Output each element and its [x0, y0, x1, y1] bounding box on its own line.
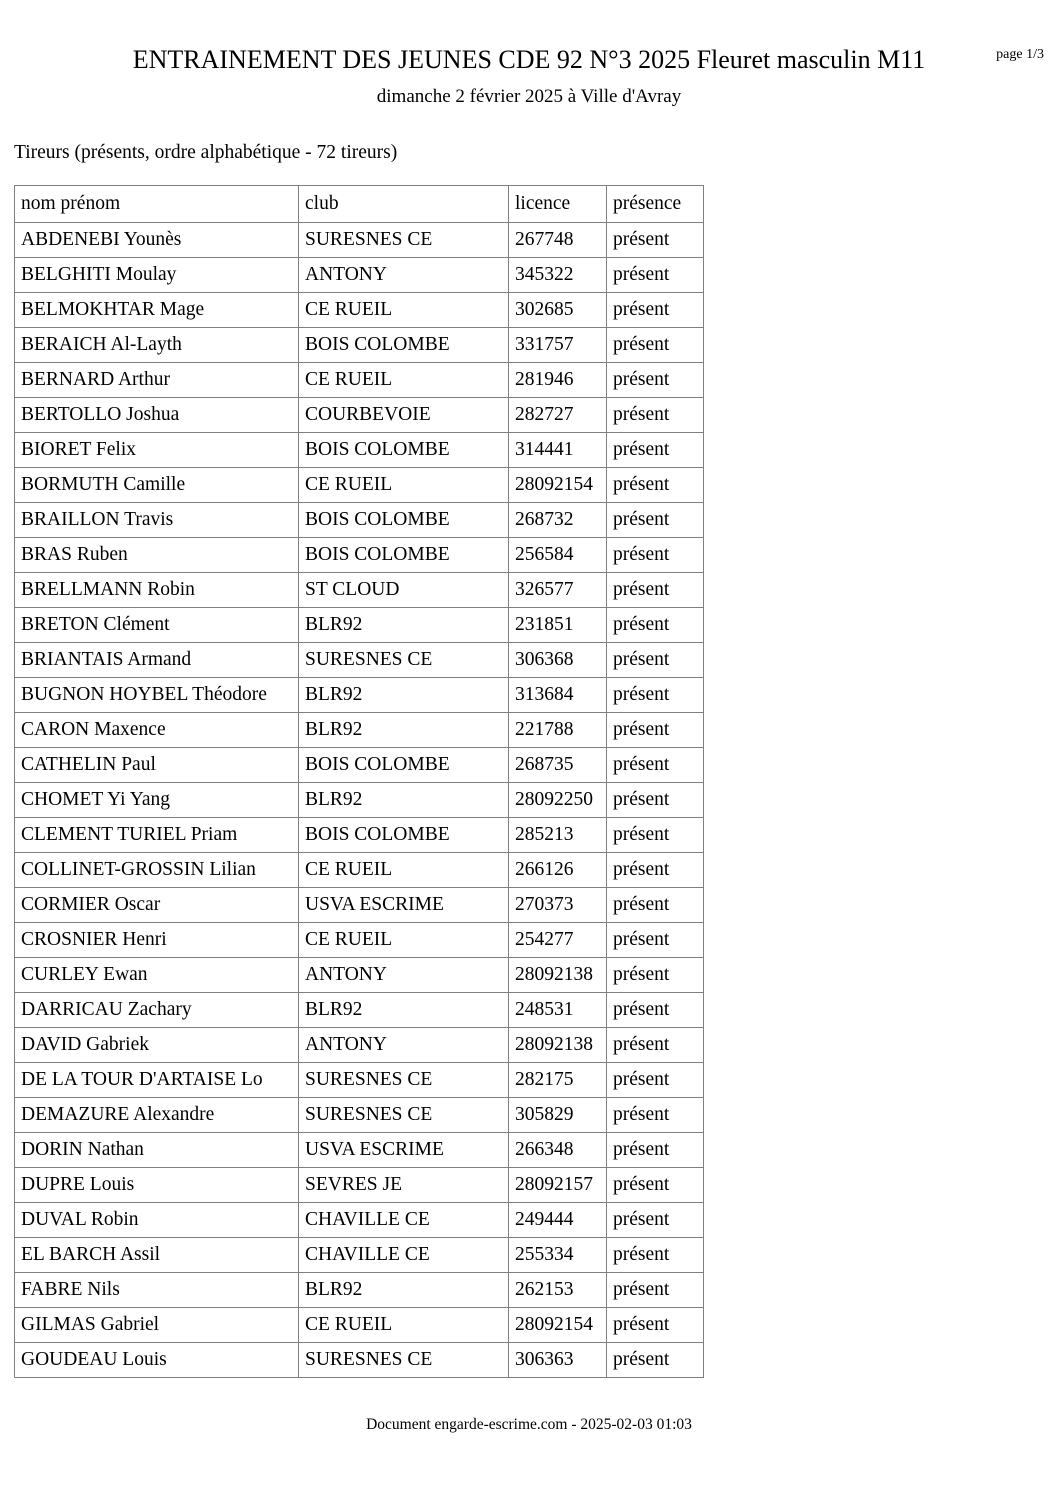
table-row	[15, 643, 704, 678]
cell-presence: présent	[607, 258, 704, 293]
table-row	[15, 853, 704, 888]
cell-name: BELGHITI Moulay	[15, 258, 299, 293]
cell-club: BLR92	[299, 1273, 509, 1308]
cell-club: BLR92	[299, 783, 509, 818]
cell-name: DARRICAU Zachary	[15, 993, 299, 1028]
cell-name: CROSNIER Henri	[15, 923, 299, 958]
table-row	[15, 678, 704, 713]
cell-licence: 28092157	[509, 1168, 607, 1203]
cell-club: CE RUEIL	[299, 853, 509, 888]
cell-club: BLR92	[299, 993, 509, 1028]
cell-presence: présent	[607, 328, 704, 363]
cell-licence: 249444	[509, 1203, 607, 1238]
cell-presence: présent	[607, 643, 704, 678]
cell-licence: 345322	[509, 258, 607, 293]
table-row	[15, 748, 704, 783]
cell-name: DUVAL Robin	[15, 1203, 299, 1238]
cell-presence: présent	[607, 958, 704, 993]
cell-club: BOIS COLOMBE	[299, 433, 509, 468]
cell-licence: 28092154	[509, 1308, 607, 1343]
footer-text: Document engarde-escrime.com - 2025-02-03 01:03	[366, 1416, 692, 1433]
page-title: ENTRAINEMENT DES JEUNES CDE 92 N°3 2025 Fleuret masculin M11	[132, 45, 926, 74]
cell-licence: 270373	[509, 888, 607, 923]
table-row	[15, 1343, 704, 1378]
cell-presence: présent	[607, 503, 704, 538]
table-row	[15, 258, 704, 293]
table-row	[15, 503, 704, 538]
table-row	[15, 538, 704, 573]
cell-club: BOIS COLOMBE	[299, 748, 509, 783]
cell-presence: présent	[607, 398, 704, 433]
cell-club: CE RUEIL	[299, 363, 509, 398]
cell-licence: 268735	[509, 748, 607, 783]
cell-licence: 314441	[509, 433, 607, 468]
cell-club: ANTONY	[299, 1028, 509, 1063]
cell-name: DORIN Nathan	[15, 1133, 299, 1168]
cell-name: BUGNON HOYBEL Théodore	[15, 678, 299, 713]
cell-presence: présent	[607, 1098, 704, 1133]
cell-licence: 302685	[509, 293, 607, 328]
table-row	[15, 223, 704, 258]
cell-club: CE RUEIL	[299, 1308, 509, 1343]
cell-name: BELMOKHTAR Mage	[15, 293, 299, 328]
cell-club: CHAVILLE CE	[299, 1238, 509, 1273]
cell-club: SURESNES CE	[299, 643, 509, 678]
cell-presence: présent	[607, 608, 704, 643]
cell-presence: présent	[607, 223, 704, 258]
cell-name: BIORET Felix	[15, 433, 299, 468]
cell-licence: 266348	[509, 1133, 607, 1168]
cell-licence: 266126	[509, 853, 607, 888]
cell-name: EL BARCH Assil	[15, 1238, 299, 1273]
cell-presence: présent	[607, 468, 704, 503]
cell-presence: présent	[607, 1308, 704, 1343]
cell-club: BOIS COLOMBE	[299, 503, 509, 538]
cell-name: CLEMENT TURIEL Priam	[15, 818, 299, 853]
cell-presence: présent	[607, 1343, 704, 1378]
cell-presence: présent	[607, 538, 704, 573]
cell-club: BOIS COLOMBE	[299, 818, 509, 853]
cell-name: FABRE Nils	[15, 1273, 299, 1308]
cell-presence: présent	[607, 993, 704, 1028]
cell-licence: 255334	[509, 1238, 607, 1273]
cell-club: CE RUEIL	[299, 468, 509, 503]
cell-club: ST CLOUD	[299, 573, 509, 608]
cell-licence: 256584	[509, 538, 607, 573]
cell-presence: présent	[607, 293, 704, 328]
cell-club: CHAVILLE CE	[299, 1203, 509, 1238]
cell-licence: 282727	[509, 398, 607, 433]
cell-name: BORMUTH Camille	[15, 468, 299, 503]
table-row	[15, 888, 704, 923]
cell-licence: 306363	[509, 1343, 607, 1378]
cell-licence: 306368	[509, 643, 607, 678]
table-row	[15, 713, 704, 748]
table-row	[15, 433, 704, 468]
cell-licence: 28092154	[509, 468, 607, 503]
cell-name: GOUDEAU Louis	[15, 1343, 299, 1378]
cell-presence: présent	[607, 1273, 704, 1308]
table-row	[15, 958, 704, 993]
table-row	[15, 1133, 704, 1168]
table-header-row	[15, 186, 704, 223]
cell-club: USVA ESCRIME	[299, 1133, 509, 1168]
cell-licence: 221788	[509, 713, 607, 748]
table-row	[15, 1203, 704, 1238]
cell-club: SURESNES CE	[299, 223, 509, 258]
cell-club: ANTONY	[299, 958, 509, 993]
table-row	[15, 293, 704, 328]
cell-presence: présent	[607, 1238, 704, 1273]
cell-licence: 285213	[509, 818, 607, 853]
cell-name: GILMAS Gabriel	[15, 1308, 299, 1343]
table-row	[15, 1168, 704, 1203]
cell-name: COLLINET-GROSSIN Lilian	[15, 853, 299, 888]
cell-name: CARON Maxence	[15, 713, 299, 748]
cell-presence: présent	[607, 1203, 704, 1238]
cell-licence: 267748	[509, 223, 607, 258]
cell-club: SURESNES CE	[299, 1063, 509, 1098]
cell-club: BLR92	[299, 678, 509, 713]
column-header-name: nom prénom	[15, 186, 299, 223]
cell-presence: présent	[607, 923, 704, 958]
cell-name: DUPRE Louis	[15, 1168, 299, 1203]
cell-name: BERNARD Arthur	[15, 363, 299, 398]
cell-licence: 28092138	[509, 1028, 607, 1063]
cell-club: COURBEVOIE	[299, 398, 509, 433]
cell-licence: 262153	[509, 1273, 607, 1308]
cell-club: SEVRES JE	[299, 1168, 509, 1203]
table-row	[15, 783, 704, 818]
cell-club: CE RUEIL	[299, 923, 509, 958]
cell-name: BRIANTAIS Armand	[15, 643, 299, 678]
table-row	[15, 1238, 704, 1273]
cell-club: SURESNES CE	[299, 1343, 509, 1378]
table-row	[15, 993, 704, 1028]
cell-presence: présent	[607, 783, 704, 818]
cell-presence: présent	[607, 1133, 704, 1168]
column-header-club: club	[299, 186, 509, 223]
cell-licence: 282175	[509, 1063, 607, 1098]
table-row	[15, 608, 704, 643]
cell-licence: 254277	[509, 923, 607, 958]
cell-name: DE LA TOUR D'ARTAISE Lo	[15, 1063, 299, 1098]
cell-name: CHOMET Yi Yang	[15, 783, 299, 818]
table-row	[15, 1273, 704, 1308]
cell-name: BRAS Ruben	[15, 538, 299, 573]
cell-club: BOIS COLOMBE	[299, 538, 509, 573]
cell-presence: présent	[607, 888, 704, 923]
table-row	[15, 1028, 704, 1063]
cell-licence: 305829	[509, 1098, 607, 1133]
column-header-licence: licence	[509, 186, 607, 223]
cell-name: BRETON Clément	[15, 608, 299, 643]
cell-name: DEMAZURE Alexandre	[15, 1098, 299, 1133]
cell-name: BRAILLON Travis	[15, 503, 299, 538]
cell-presence: présent	[607, 853, 704, 888]
cell-club: BLR92	[299, 713, 509, 748]
table-row	[15, 468, 704, 503]
cell-presence: présent	[607, 1028, 704, 1063]
cell-presence: présent	[607, 433, 704, 468]
cell-club: BLR92	[299, 608, 509, 643]
page-number: page 1/3	[996, 47, 1044, 62]
cell-name: CATHELIN Paul	[15, 748, 299, 783]
column-header-presence: présence	[607, 186, 704, 223]
cell-presence: présent	[607, 678, 704, 713]
cell-name: ABDENEBI Younès	[15, 223, 299, 258]
cell-licence: 268732	[509, 503, 607, 538]
table-row	[15, 363, 704, 398]
cell-licence: 331757	[509, 328, 607, 363]
table-row	[15, 328, 704, 363]
cell-name: CORMIER Oscar	[15, 888, 299, 923]
cell-licence: 231851	[509, 608, 607, 643]
table-row	[15, 573, 704, 608]
cell-licence: 326577	[509, 573, 607, 608]
cell-presence: présent	[607, 1063, 704, 1098]
cell-licence: 313684	[509, 678, 607, 713]
section-heading: Tireurs (présents, ordre alphabétique - 72 tireurs)	[14, 142, 398, 163]
cell-name: DAVID Gabriek	[15, 1028, 299, 1063]
cell-licence: 248531	[509, 993, 607, 1028]
table-row	[15, 923, 704, 958]
cell-club: USVA ESCRIME	[299, 888, 509, 923]
table-row	[15, 1063, 704, 1098]
table-row	[15, 818, 704, 853]
cell-club: CE RUEIL	[299, 293, 509, 328]
cell-club: SURESNES CE	[299, 1098, 509, 1133]
cell-presence: présent	[607, 363, 704, 398]
cell-licence: 281946	[509, 363, 607, 398]
table-row	[15, 1098, 704, 1133]
cell-presence: présent	[607, 818, 704, 853]
cell-presence: présent	[607, 748, 704, 783]
cell-club: BOIS COLOMBE	[299, 328, 509, 363]
cell-presence: présent	[607, 713, 704, 748]
cell-name: BERTOLLO Joshua	[15, 398, 299, 433]
table-row	[15, 398, 704, 433]
fencers-table	[14, 185, 704, 1378]
cell-club: ANTONY	[299, 258, 509, 293]
cell-licence: 28092250	[509, 783, 607, 818]
cell-name: BERAICH Al-Layth	[15, 328, 299, 363]
table-row	[15, 1308, 704, 1343]
cell-presence: présent	[607, 1168, 704, 1203]
cell-name: BRELLMANN Robin	[15, 573, 299, 608]
cell-licence: 28092138	[509, 958, 607, 993]
cell-name: CURLEY Ewan	[15, 958, 299, 993]
cell-presence: présent	[607, 573, 704, 608]
event-date-location: dimanche 2 février 2025 à Ville d'Avray	[376, 86, 682, 107]
